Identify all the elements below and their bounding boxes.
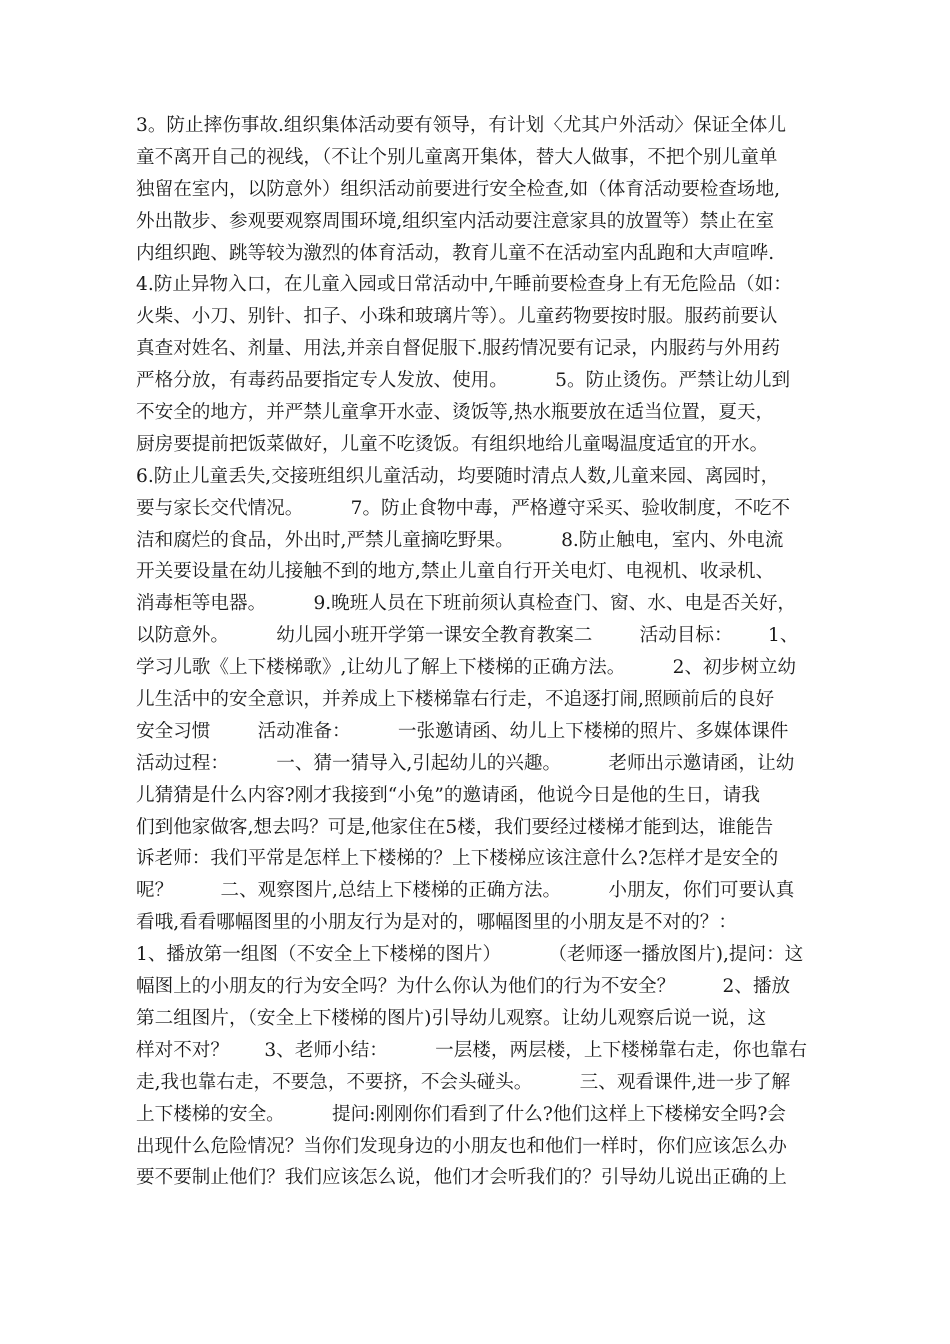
text-line: 要与家长交代情况。 7。防止食物中毒，严格遵守采买、验收制度，不吃不 — [136, 497, 791, 519]
text-line: 消毒柜等电器。 9.晚班人员在下班前须认真检查门、窗、水、电是否关好， — [136, 593, 797, 615]
text-line: 3。防止摔伤事故.组织集体活动要有领导，有计划〈尤其户外活动〉保证全体儿 — [136, 115, 786, 136]
text-line: 儿生活中的安全意识，并养成上下楼梯靠右行走，不追逐打闹,照顾前后的良好 — [136, 689, 775, 711]
text-line: 上下楼梯的安全。 提问:刚刚你们看到了什么?他们这样上下楼梯安全吗?会 — [136, 1103, 786, 1125]
text-line: 第二组图片，（安全上下楼梯的图片)引导幼儿观察。让幼儿观察后说一说，这 — [136, 1007, 767, 1029]
text-line: 严格分放，有毒药品要指定专人发放、使用。 5。防止烫伤。严禁让幼儿到 — [136, 370, 791, 392]
text-line: 洁和腐烂的食品，外出时,严禁儿童摘吃野果。 8.防止触电，室内、外电流 — [136, 529, 784, 551]
text-line: 活动过程： 一、猜一猜导入,引起幼儿的兴趣。 老师出示邀请函，让幼 — [136, 752, 795, 774]
text-line: 不安全的地方，并严禁儿童拿开水壶、烫饭等,热水瓶要放在适当位置，夏天， — [136, 402, 775, 424]
text-line: 厨房要提前把饭菜做好，儿童不吃烫饭。有组织地给儿童喝温度适宜的开水。 — [136, 433, 769, 455]
text-line: 外出散步、参观要观察周围环境,组织室内活动要注意家具的放置等）禁止在室 — [136, 210, 775, 232]
text-line: 火柴、小刀、别针、扣子、小珠和玻璃片等）。儿童药物要按时服。服药前要认 — [136, 306, 778, 328]
text-line: 们到他家做客,想去吗？可是,他家住在5楼，我们要经过楼梯才能到达，谁能告 — [136, 816, 774, 838]
text-line: 看哦,看看哪幅图里的小朋友行为是对的，哪幅图里的小朋友是不对的？： — [136, 912, 737, 934]
text-line: 4.防止异物入口，在儿童入园或日常活动中,午睡前要检查身上有无危险品（如： — [136, 274, 792, 296]
text-line: 走,我也靠右走，不要急，不要挤，不会头碰头。 三、观看课件,进一步了解 — [136, 1071, 791, 1093]
text-line: 独留在室内，以防意外）组织活动前要进行安全检查,如（体育活动要检查场地, — [136, 178, 781, 200]
document-body — [136, 110, 826, 1194]
text-line: 童不离开自己的视线，（不让个别儿童离开集体，替大人做事，不把个别儿童单 — [136, 146, 778, 168]
text-line: 幅图上的小朋友的行为安全吗？为什么你认为他们的行为不安全？ 2、播放 — [136, 976, 791, 998]
text-line: 儿猜猜是什么内容?刚才我接到“小兔”的邀请函，他说今日是他的生日，请我 — [136, 784, 760, 806]
text-line: 诉老师：我们平常是怎样上下楼梯的？上下楼梯应该注意什么?怎样才是安全的 — [136, 848, 779, 870]
text-line: 内组织跑、跳等较为激烈的体育活动，教育儿童不在活动室内乱跑和大声喧哗. — [136, 242, 775, 264]
text-line: 呢？ 二、观察图片,总结上下楼梯的正确方法。 小朋友，你们可要认真 — [136, 880, 795, 902]
text-line: 以防意外。 幼儿园小班开学第一课安全教育教案二 活动目标： 1、 — [136, 625, 799, 647]
text-line: 出现什么危险情况？当你们发现身边的小朋友也和他们一样时，你们应该怎么办 — [136, 1135, 787, 1157]
text-line: 要不要制止他们？我们应该怎么说，他们才会听我们的？引导幼儿说出正确的上 — [136, 1167, 787, 1189]
text-line: 开关要设量在幼儿接触不到的地方,禁止儿童自行开关电灯、电视机、收录机、 — [136, 561, 775, 583]
text-line: 6.防止儿童丢失,交接班组织儿童活动，均要随时清点人数,儿童来园、离园时， — [136, 465, 780, 487]
text-line: 安全习惯 活动准备： 一张邀请函、幼儿上下楼梯的照片、多媒体课件 — [136, 720, 789, 742]
text-line: 1、播放第一组图（不安全上下楼梯的图片） （老师逐一播放图片),提问：这 — [136, 944, 804, 966]
text-line: 样对不对？ 3、老师小结： 一层楼，两层楼，上下楼梯靠右走，你也靠右 — [136, 1039, 807, 1061]
text-line: 学习儿歌《上下楼梯歌》,让幼儿了解上下楼梯的正确方法。 2、初步树立幼 — [136, 657, 797, 679]
text-line: 真查对姓名、剂量、用法,并亲自督促服下.服药情况要有记录，内服药与外用药 — [136, 338, 781, 360]
